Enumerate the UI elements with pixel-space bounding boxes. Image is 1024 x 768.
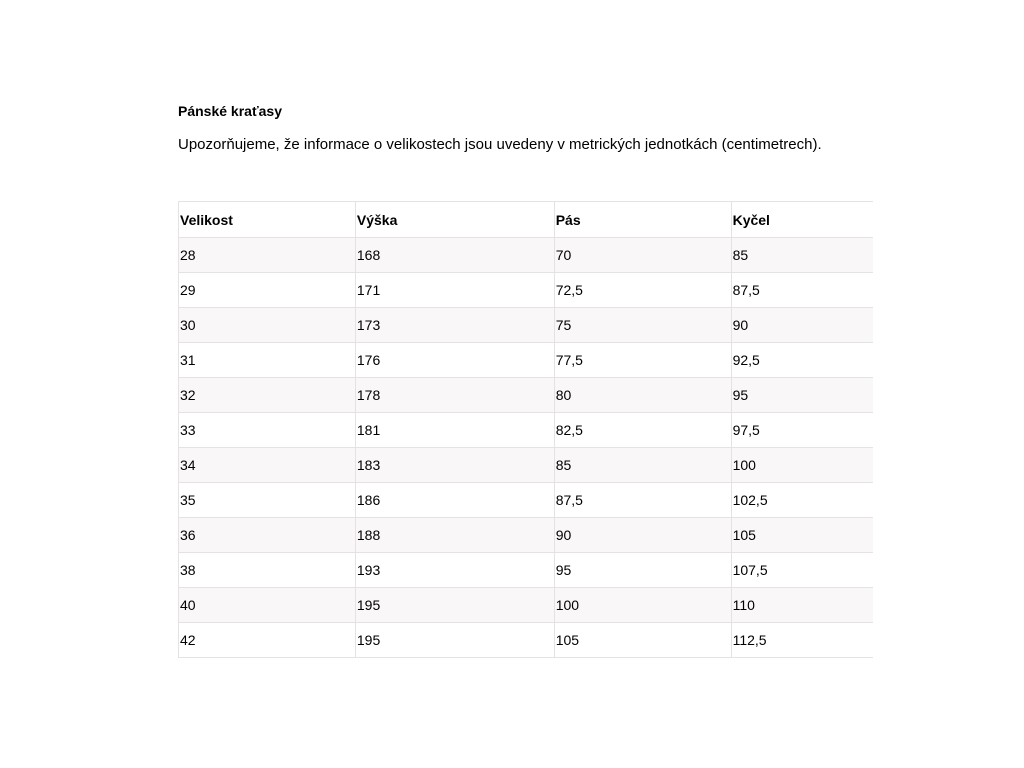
cell-vyska: 195 [355, 623, 554, 658]
table-row [179, 623, 874, 658]
cell-pas: 72,5 [554, 273, 731, 308]
cell-velikost: 42 [179, 623, 356, 658]
cell-vyska: 171 [355, 273, 554, 308]
cell-kycel: 107,5 [731, 553, 873, 588]
cell-kycel: 105 [731, 518, 873, 553]
size-table [178, 201, 873, 658]
cell-vyska: 178 [355, 378, 554, 413]
cell-pas: 95 [554, 553, 731, 588]
cell-vyska: 183 [355, 448, 554, 483]
cell-vyska: 176 [355, 343, 554, 378]
table-header-row [179, 202, 874, 238]
cell-pas: 70 [554, 238, 731, 273]
cell-vyska: 188 [355, 518, 554, 553]
cell-vyska: 193 [355, 553, 554, 588]
page-title: Pánské kraťasy [178, 103, 283, 119]
table-row [179, 448, 874, 483]
cell-velikost: 28 [179, 238, 356, 273]
cell-pas: 100 [554, 588, 731, 623]
cell-velikost: 32 [179, 378, 356, 413]
cell-vyska: 168 [355, 238, 554, 273]
cell-pas: 75 [554, 308, 731, 343]
cell-pas: 90 [554, 518, 731, 553]
table-row [179, 518, 874, 553]
cell-pas: 82,5 [554, 413, 731, 448]
cell-velikost: 31 [179, 343, 356, 378]
units-note: Upozorňujeme, že informace o velikostech jsou uvedeny v metrických jednotkách (centimetrech). [178, 136, 822, 153]
cell-kycel: 87,5 [731, 273, 873, 308]
cell-velikost: 33 [179, 413, 356, 448]
table-row [179, 343, 874, 378]
cell-kycel: 112,5 [731, 623, 873, 658]
cell-kycel: 110 [731, 588, 873, 623]
cell-vyska: 181 [355, 413, 554, 448]
cell-pas: 87,5 [554, 483, 731, 518]
cell-pas: 77,5 [554, 343, 731, 378]
table-row [179, 588, 874, 623]
table-row [179, 238, 874, 273]
table-row [179, 413, 874, 448]
cell-kycel: 85 [731, 238, 873, 273]
cell-velikost: 35 [179, 483, 356, 518]
cell-velikost: 30 [179, 308, 356, 343]
cell-pas: 85 [554, 448, 731, 483]
table-row [179, 273, 874, 308]
cell-velikost: 38 [179, 553, 356, 588]
cell-kycel: 92,5 [731, 343, 873, 378]
table-row [179, 308, 874, 343]
cell-velikost: 34 [179, 448, 356, 483]
cell-vyska: 186 [355, 483, 554, 518]
cell-vyska: 173 [355, 308, 554, 343]
cell-pas: 105 [554, 623, 731, 658]
cell-pas: 80 [554, 378, 731, 413]
cell-kycel: 90 [731, 308, 873, 343]
cell-kycel: 97,5 [731, 413, 873, 448]
cell-kycel: 95 [731, 378, 873, 413]
cell-vyska: 195 [355, 588, 554, 623]
header-vyska: Výška [355, 202, 554, 238]
cell-velikost: 36 [179, 518, 356, 553]
header-kycel: Kyčel [731, 202, 873, 238]
table-row [179, 483, 874, 518]
cell-velikost: 40 [179, 588, 356, 623]
table-row [179, 553, 874, 588]
header-velikost: Velikost [179, 202, 356, 238]
cell-kycel: 102,5 [731, 483, 873, 518]
table-row [179, 378, 874, 413]
header-pas: Pás [554, 202, 731, 238]
cell-kycel: 100 [731, 448, 873, 483]
cell-velikost: 29 [179, 273, 356, 308]
